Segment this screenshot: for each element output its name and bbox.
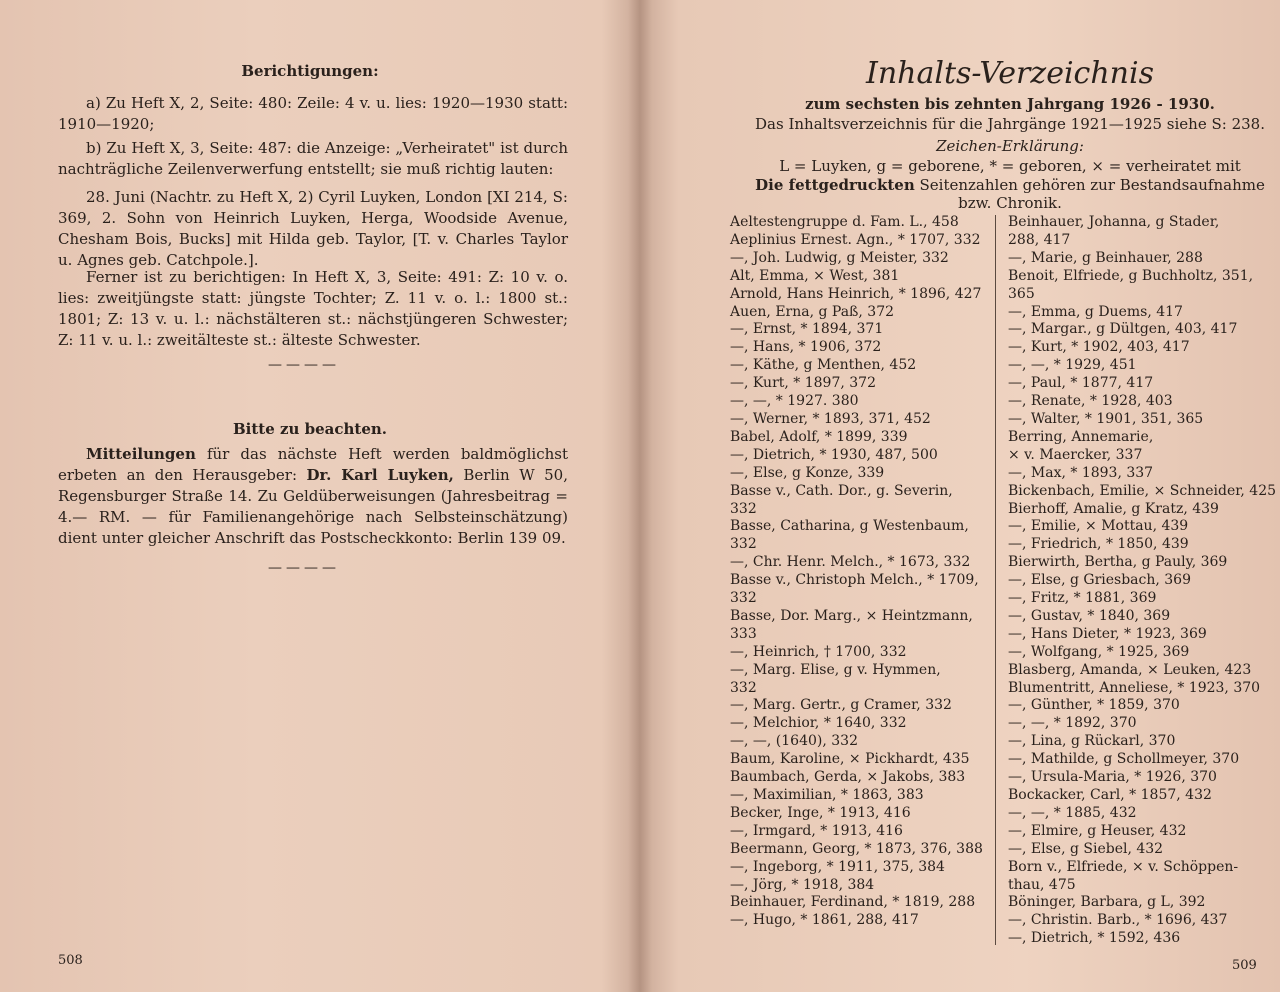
index-entry: Arnold, Hans Heinrich, * 1896, 427 [730,285,982,302]
page-number-left: 508 [58,953,83,968]
index-entry: —, Günther, * 1859, 370 [1008,697,1180,714]
index-entry: —, Kurt, * 1902, 403, 417 [1008,339,1190,356]
notice-text-2: Berlin W 50, Regensburger Straße 14. Zu Geldüberweisungen (Jahresbeitrag = 4.— RM. — für Familienangehörige nach Selbsteinschätzung) dient unter gleicher Anschrift das Postscheckkonto: Berlin 139 09. [58,466,568,547]
column-divider [995,215,996,945]
index-entry: —, Hugo, * 1861, 288, 417 [730,912,919,929]
index-entry: Bierhoff, Amalie, g Kratz, 439 [1008,500,1219,517]
legend-line: L = Luyken, g = geborene, * = geboren, × = verheiratet mit [779,157,1241,175]
index-entry: —, Dietrich, * 1930, 487, 500 [730,446,938,463]
index-entry: —, Else, g Konze, 339 [730,464,885,481]
index-entry: —, —, (1640), 332 [730,733,858,750]
index-entry: —, Friedrich, * 1850, 439 [1008,536,1189,553]
index-entry: —, Chr. Henr. Melch., * 1673, 332 [730,554,971,571]
legend-note-rest: Seitenzahlen gehören zur Bestandsaufnahme [914,176,1265,194]
index-entry: 332 [730,500,757,517]
notice-paragraph [58,444,568,549]
index-entry: 333 [730,625,757,642]
index-entry: thau, 475 [1008,876,1076,893]
correction-a: a) Zu Heft X, 2, Seite: 480: Zeile: 4 v. u. lies: 1920—1930 statt: 1910—1920; [58,94,568,133]
index-entry: —, Gustav, * 1840, 369 [1008,607,1171,624]
index-entry: —, Emilie, × Mottau, 439 [1008,518,1189,535]
index-entry: —, Marie, g Beinhauer, 288 [1008,249,1203,266]
index-entry: —, Hans Dieter, * 1923, 369 [1008,625,1207,642]
index-entry: —, Fritz, * 1881, 369 [1008,590,1157,607]
index-entry: 332 [730,679,757,696]
index-entry: Bierwirth, Bertha, g Pauly, 369 [1008,554,1228,571]
corrections-heading: Berichtigungen: [241,62,379,80]
index-entry: —, —, * 1927. 380 [730,393,859,410]
index-entry: —, Marg. Elise, g v. Hymmen, [730,661,941,678]
index-entry: —, Mathilde, g Schollmeyer, 370 [1008,751,1240,768]
index-entry: Becker, Inge, * 1913, 416 [730,804,911,821]
index-entry: Blumentritt, Anneliese, * 1923, 370 [1008,679,1261,696]
notice-bold-1: Mitteilungen [86,445,196,463]
index-entry: —, Melchior, * 1640, 332 [730,715,907,732]
index-entry: Aeplinius Ernest. Agn., * 1707, 332 [730,231,981,248]
index-entry: Baumbach, Gerda, × Jakobs, 383 [730,769,966,786]
index-subtitle: zum sechsten bis zehnten Jahrgang 1926 - 1930. [805,95,1215,113]
index-entry: —, Lina, g Rückarl, 370 [1008,733,1176,750]
index-entry: Born v., Elfriede, × v. Schöppen- [1008,858,1239,875]
index-column-2 [1008,214,1280,948]
index-entry: 365 [1008,285,1035,302]
index-entry: —, Max, * 1893, 337 [1008,464,1154,481]
legend-note-end: bzw. Chronik. [958,194,1062,212]
index-entry: Beermann, Georg, * 1873, 376, 388 [730,840,983,857]
index-entry: Benoit, Elfriede, g Buchholtz, 351, [1008,267,1254,284]
index-entry: Baum, Karoline, × Pickhardt, 435 [730,751,970,768]
index-entry: Böninger, Barbara, g L, 392 [1008,894,1206,911]
index-entry: —, Irmgard, * 1913, 416 [730,822,903,839]
correction-b: b) Zu Heft X, 3, Seite: 487: die Anzeige: „Verheiratet" ist durch nachträgliche Zeilenverwerfung entstellt; sie muß richtig lauten: [58,139,568,178]
index-entry: —, Werner, * 1893, 371, 452 [730,410,931,427]
index-entry: Babel, Adolf, * 1899, 339 [730,428,908,445]
index-entry: Basse v., Cath. Dor., g. Severin, [730,482,953,499]
index-entry: —, Emma, g Duems, 417 [1008,303,1183,320]
index-entry: —, Christin. Barb., * 1696, 437 [1008,912,1228,929]
separator-1: ———— [268,357,340,373]
index-entry: —, Kurt, * 1897, 372 [730,375,876,392]
notice-bold-2: Dr. Karl Luyken, [306,466,454,484]
index-entry: —, Käthe, g Menthen, 452 [730,357,917,374]
index-entry: Bickenbach, Emilie, × Schneider, 425 [1008,482,1277,499]
index-entry: Basse, Catharina, g Westenbaum, [730,518,969,535]
index-entry: 332 [730,536,757,553]
index-entry: —, Else, g Griesbach, 369 [1008,572,1191,589]
index-entry: Bockacker, Carl, * 1857, 432 [1008,787,1212,803]
index-entry: —, Joh. Ludwig, g Meister, 332 [730,249,949,266]
index-note: Das Inhaltsverzeichnis für die Jahrgänge 1921—1925 siehe S: 238. [755,115,1265,133]
index-entry: —, Else, g Siebel, 432 [1008,840,1164,857]
index-entry: Basse, Dor. Marg., × Heintzmann, [730,607,973,624]
index-entry: Aeltestengruppe d. Fam. L., 458 [730,214,959,230]
index-entry: —, Heinrich, † 1700, 332 [730,643,907,660]
index-entry: —, Jörg, * 1918, 384 [730,876,875,893]
index-entry: —, Maximilian, * 1863, 383 [730,787,924,803]
legend-heading: Zeichen-Erklärung: [936,137,1084,155]
index-entry: Beinhauer, Ferdinand, * 1819, 288 [730,894,976,911]
index-entry: —, Ursula-Maria, * 1926, 370 [1008,769,1217,786]
right-page [640,0,1280,992]
index-entry: —, Elmire, g Heuser, 432 [1008,822,1187,839]
notice-text-1: für das nächste Heft werden baldmöglichst erbeten an den Herausgeber: [58,445,568,484]
index-entry: —, Renate, * 1928, 403 [1008,393,1173,410]
index-entry: Auen, Erna, g Paß, 372 [730,303,895,320]
index-entry: 288, 417 [1008,231,1071,248]
index-entry: —, Wolfgang, * 1925, 369 [1008,643,1190,660]
notice-heading: Bitte zu beachten. [232,420,388,438]
index-entry: —, Walter, * 1901, 351, 365 [1008,410,1204,427]
index-entry: Beinhauer, Johanna, g Stader, [1008,214,1220,230]
index-entry: —, —, * 1885, 432 [1008,804,1137,821]
index-entry: —, —, * 1892, 370 [1008,715,1137,732]
page-number-right: 509 [1232,958,1257,973]
index-title: Inhalts-Verzeichnis [866,56,1154,91]
separator-2: ———— [268,560,340,576]
index-entry: —, Paul, * 1877, 417 [1008,375,1154,392]
index-entry: Alt, Emma, × West, 381 [730,267,900,284]
correction-d: Ferner ist zu berichtigen: In Heft X, 3, Seite: 491: Z: 10 v. o. lies: zweitjüngste statt: jüngste Tochter; Z. 11 v. o. l.: 1800 st.: 1801; Z: 13 v. u. l.: nächstälteren st.: nächstjüngeren Schwester; Z: 11 v. u. l.: zweitälteste st.: älteste Schwester. [58,268,568,349]
index-entry: —, Hans, * 1906, 372 [730,339,882,356]
index-entry: —, Marg. Gertr., g Cramer, 332 [730,697,952,714]
legend-note [700,176,1280,195]
index-entry: Blasberg, Amanda, × Leuken, 423 [1008,661,1252,678]
index-entry: 332 [730,590,757,607]
legend-note-bold: Die fettgedruckten [755,176,915,194]
index-entry: Basse v., Christoph Melch., * 1709, [730,572,979,589]
correction-c: 28. Juni (Nachtr. zu Heft X, 2) Cyril Luyken, London [XI 214, S: 369, 2. Sohn von Heinrich Luyken, Herga, Woodside Avenue, Chesham Bois, Bucks] mit Hilda geb. Taylor, [T. v. Charles Taylor u. Agnes geb. Catchpole.]. [58,188,568,269]
index-entry: Berring, Annemarie, [1008,428,1154,445]
index-entry: —, Ingeborg, * 1911, 375, 384 [730,858,945,875]
index-entry: —, Ernst, * 1894, 371 [730,321,884,338]
index-column-1 [730,214,990,930]
index-entry: —, Margar., g Dültgen, 403, 417 [1008,321,1238,338]
index-entry: × v. Maercker, 337 [1008,446,1143,463]
index-entry: —, Dietrich, * 1592, 436 [1008,930,1181,947]
index-entry: —, —, * 1929, 451 [1008,357,1137,374]
